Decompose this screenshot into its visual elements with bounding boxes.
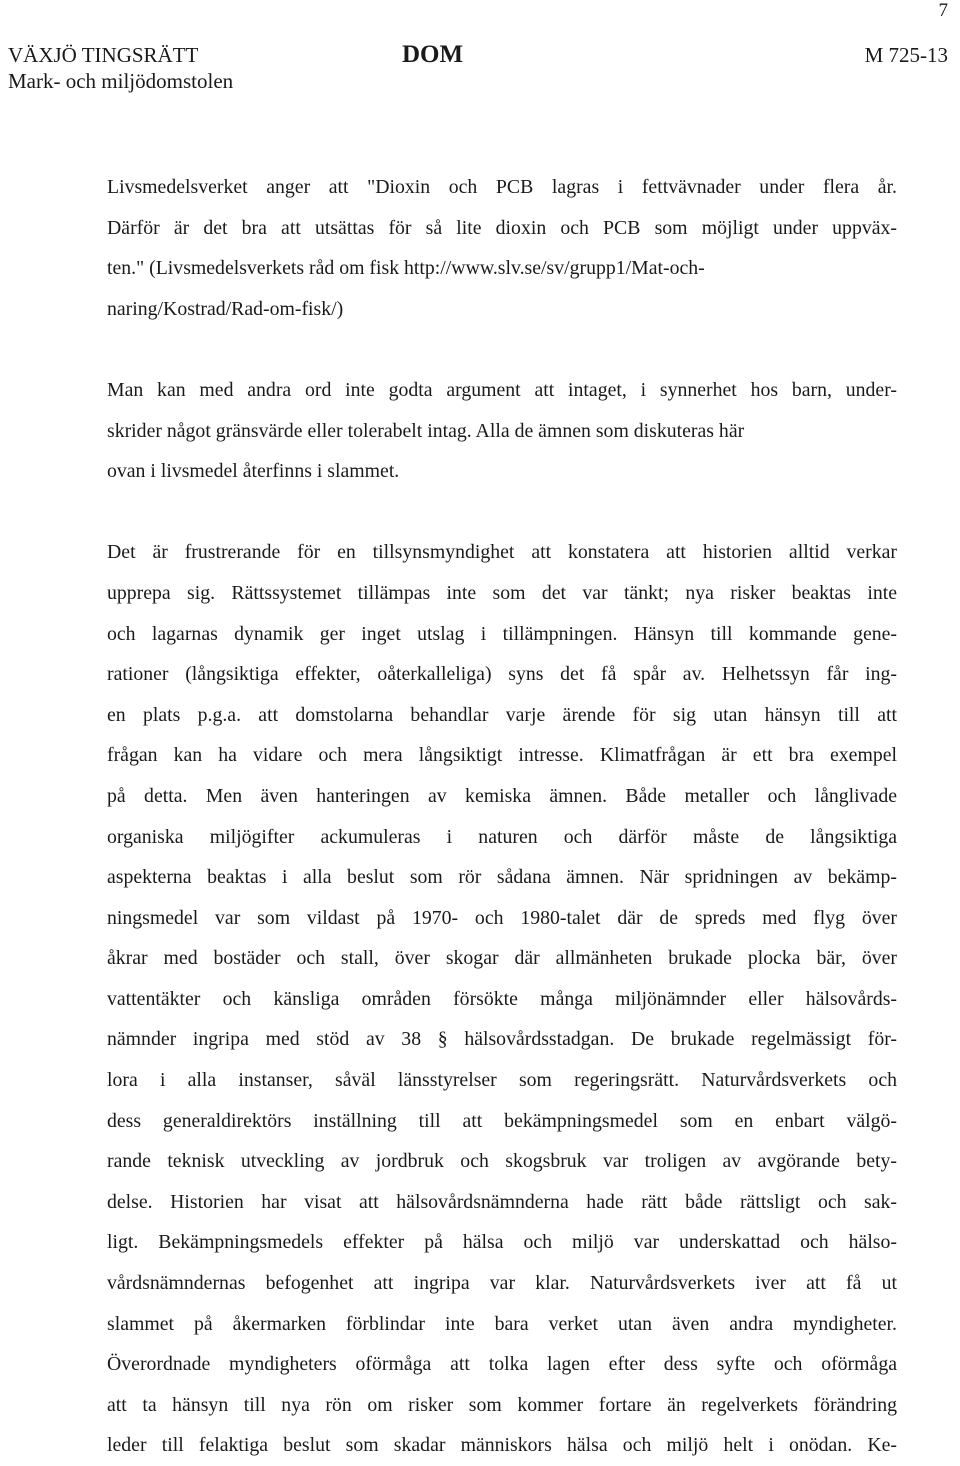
text-line: naring/Kostrad/Rad-om-fisk/) xyxy=(107,297,344,320)
text-line: organiska miljögifter ackumuleras i naturen och därför måste de långsiktiga xyxy=(107,825,897,848)
text-line: Det är frustrerande för en tillsynsmyndighet att konstatera att historien alltid verkar xyxy=(107,541,897,564)
text-line: upprepa sig. Rättssystemet tillämpas inte som det var tänkt; nya risker beaktas inte xyxy=(107,581,897,604)
page-number: 7 xyxy=(938,0,948,21)
court-name: VÄXJÖ TINGSRÄTT xyxy=(8,43,199,67)
text-line: på detta. Men även hanteringen av kemiska ämnen. Både metaller och långlivade xyxy=(107,784,897,807)
paragraph-1 xyxy=(107,167,897,329)
text-line: Överordnade myndigheters oförmåga att tolka lagen efter dess syfte och oförmåga xyxy=(107,1353,897,1376)
text-line: skrider något gränsvärde eller tolerabelt intag. Alla de ämnen som diskuteras här xyxy=(107,419,745,442)
text-line: ningsmedel var som vildast på 1970- och 1980-talet där de spreds med flyg över xyxy=(107,906,897,929)
case-number: M 725-13 xyxy=(864,43,948,67)
text-line: ovan i livsmedel återfinns i slammet. xyxy=(107,460,400,483)
text-line: lora i alla instanser, såväl länsstyrelser som regeringsrätt. Naturvårdsverkets och xyxy=(107,1069,897,1092)
text-line: Livsmedelsverket anger att "Dioxin och PCB lagras i fettvävnader under flera år. xyxy=(107,176,897,198)
text-line: vattentäkter och känsliga områden försökte många miljönämnder eller hälsovårds- xyxy=(107,987,897,1010)
paragraph-spacer xyxy=(107,492,897,533)
text-line: vårdsnämndernas befogenhet att ingripa var klar. Naturvårdsverkets iver att få ut xyxy=(107,1272,897,1295)
document-header xyxy=(8,40,948,100)
document-type: DOM xyxy=(402,41,464,68)
text-line: att ta hänsyn till nya rön om risker som kommer fortare än regelverkets förändring xyxy=(107,1393,897,1416)
text-line: dess generaldirektörs inställning till att bekämpningsmedel som en enbart välgö- xyxy=(107,1109,897,1132)
text-line: och lagarnas dynamik ger inget utslag i tillämpningen. Hänsyn till kommande gene- xyxy=(107,622,897,645)
text-line: rande teknisk utveckling av jordbruk och skogsbruk var troligen av avgörande bety- xyxy=(107,1150,897,1173)
text-line: Man kan med andra ord inte godta argument att intaget, i synnerhet hos barn, under- xyxy=(107,378,897,401)
paragraph-spacer xyxy=(107,329,897,370)
text-line: ligt. Bekämpningsmedels effekter på hälsa och miljö var underskattad och hälso- xyxy=(107,1231,897,1254)
text-line: en plats p.g.a. att domstolarna behandlar varje ärende för sig utan hänsyn till att xyxy=(107,703,897,726)
text-line: Därför är det bra att utsättas för så lite dioxin och PCB som möjligt under uppväx- xyxy=(107,216,897,239)
document-body xyxy=(107,167,897,1466)
text-line: aspekterna beaktas i alla beslut som rör sådana ämnen. När spridningen av bekämp- xyxy=(107,866,897,889)
text-line: åkrar med bostäder och stall, över skogar där allmänheten brukade plocka bär, över xyxy=(107,947,897,970)
court-division: Mark- och miljödomstolen xyxy=(8,69,234,93)
text-line: delse. Historien har visat att hälsovårdsnämnderna hade rätt både rättsligt och sak- xyxy=(107,1190,897,1213)
paragraph-2 xyxy=(107,370,897,492)
text-line: frågan kan ha vidare och mera långsiktigt intresse. Klimatfrågan är ett bra exempel xyxy=(107,744,897,767)
text-line: nämnder ingripa med stöd av 38 § hälsovårdsstadgan. De brukade regelmässigt för- xyxy=(107,1028,897,1051)
text-line: rationer (långsiktiga effekter, oåterkalleliga) syns det få spår av. Helhetssyn får ing- xyxy=(107,663,897,686)
paragraph-3 xyxy=(107,532,897,1466)
text-line: leder till felaktiga beslut som skadar människors hälsa och miljö helt i onödan. Ke- xyxy=(107,1434,897,1457)
text-line: slammet på åkermarken förblindar inte bara verket utan även andra myndigheter. xyxy=(107,1312,897,1335)
text-line: ten." (Livsmedelsverkets råd om fisk http://www.slv.se/sv/grupp1/Mat-och- xyxy=(107,257,705,280)
